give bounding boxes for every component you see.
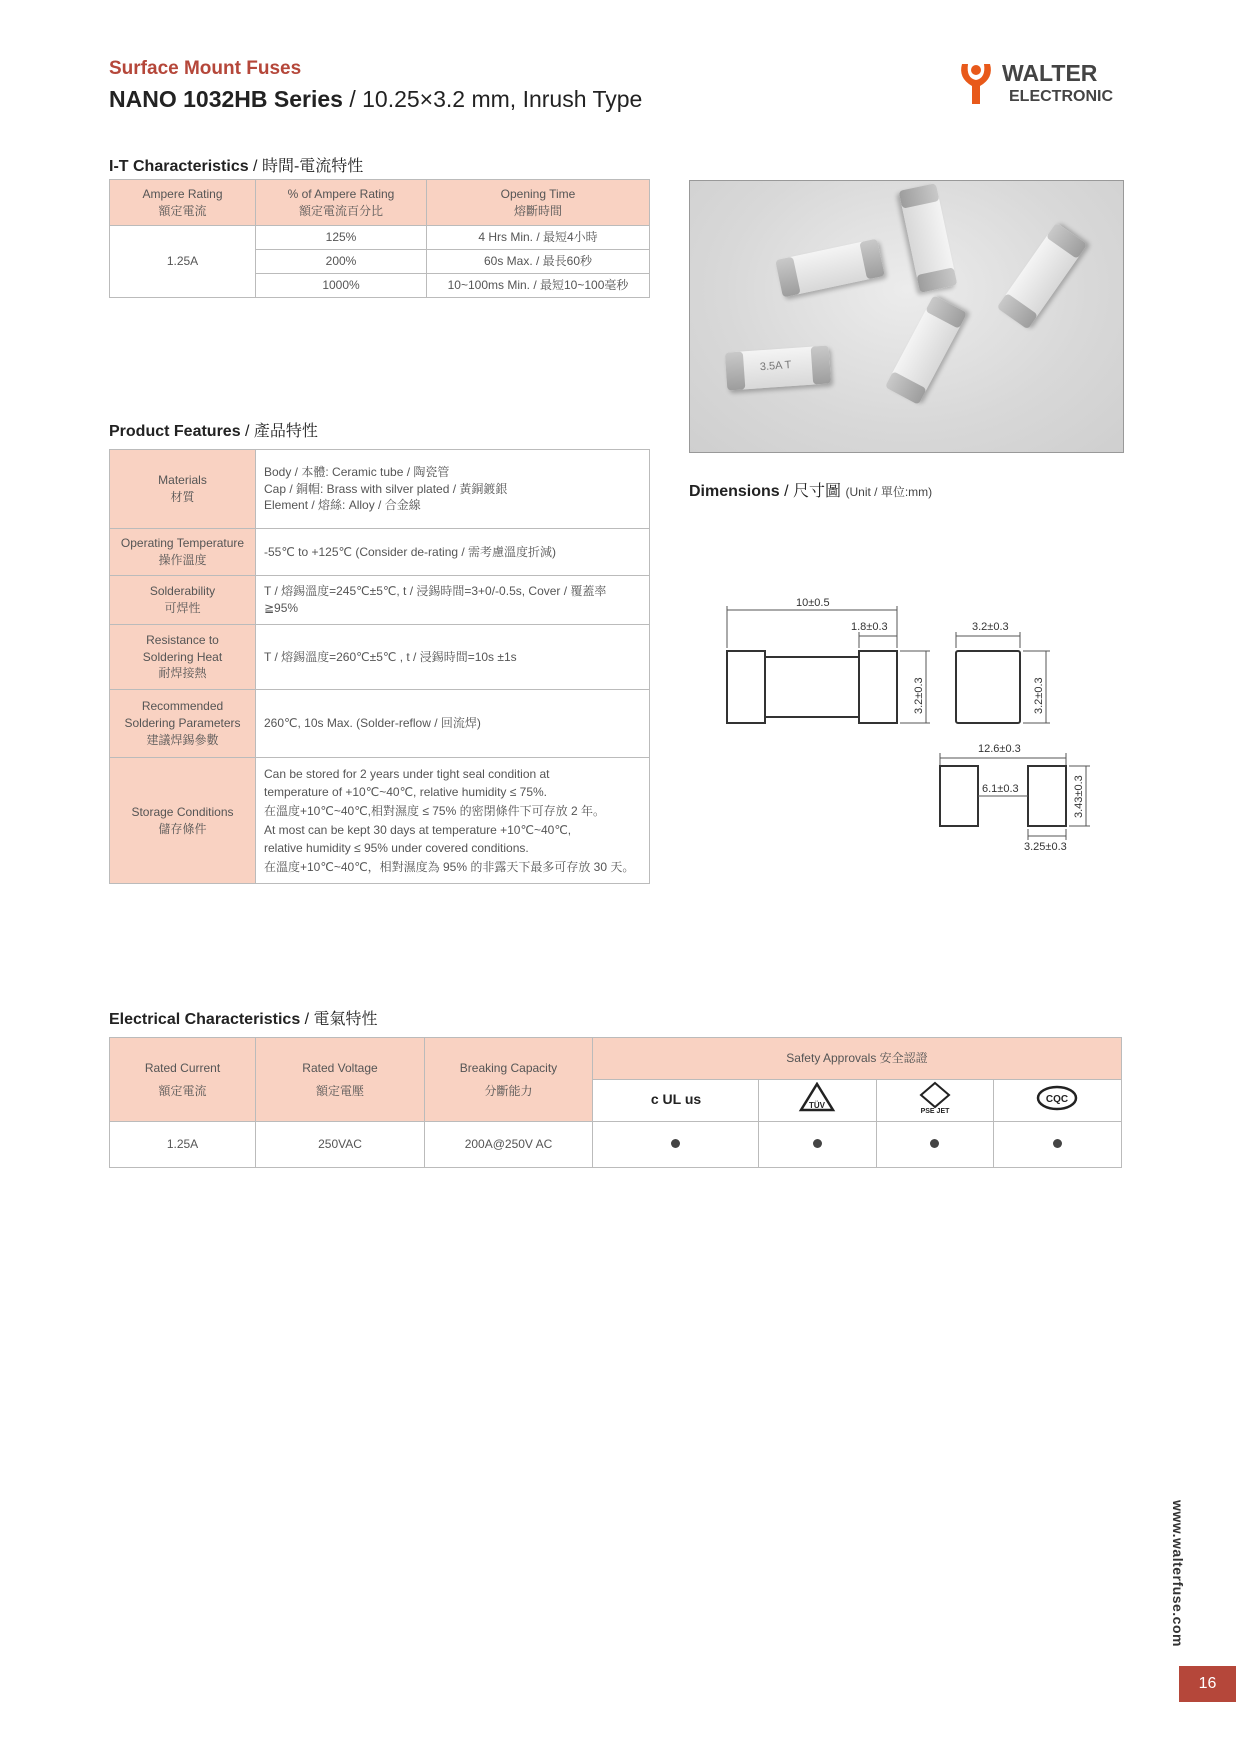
- end-view: [956, 651, 1020, 723]
- approval-dot-ul: [671, 1139, 680, 1148]
- cul-us-icon: [593, 1080, 759, 1122]
- category-label: Surface Mount Fuses: [109, 58, 302, 79]
- table-row: 1.25A 125% 4 Hrs Min. / 最短4小時: [110, 226, 650, 250]
- table-row: Materials 材質 Body / 本體: Ceramic tube / 陶瓷管 Cap / 銅帽: Brass with silver plated / 黃銅鍍銀 Element / 熔絲: Alloy / 合金線: [110, 450, 650, 529]
- fuse-image: 3.5A T: [725, 345, 831, 390]
- table-row: 1000% 10~100ms Min. / 最短10~100毫秒: [110, 274, 650, 298]
- dim-end-height: 3.2±0.3: [1033, 677, 1045, 714]
- page-title: NANO 1032HB Series / 10.25×3.2 mm, Inrush Type: [109, 86, 643, 112]
- cap-left: [727, 651, 765, 723]
- fuse-image: [885, 295, 967, 405]
- page-number: 16: [1179, 1666, 1236, 1702]
- body-tube: [765, 657, 859, 717]
- it-heading: I-T Characteristics / 時間-電流特性: [109, 158, 364, 175]
- tuv-icon: [759, 1080, 876, 1122]
- svg-text:PSE JET: PSE JET: [920, 1108, 950, 1116]
- dim-end-width: 3.2±0.3: [972, 621, 1009, 633]
- table-row: 200% 60s Max. / 最長60秒: [110, 250, 650, 274]
- cqc-icon: [993, 1080, 1121, 1122]
- table-row: Solderability 可焊性 T / 熔錫溫度=245℃±5℃, t / 浸錫時間=3+0/-0.5s, Cover / 覆蓋率 ≧95%: [110, 576, 650, 625]
- table-row: Storage Conditions 儲存條件 Can be stored for 2 years under tight seal condition at temperature of +10℃~40℃, relative humidity ≤ 75%. 在溫度+10℃~40℃,相對濕度 ≤ 75% 的密閉條件下可存放 2 年。 At most can be kept 30 days at temperature +10℃~40℃, relative humidity ≤ 95% under covered conditions. 在溫度+10℃~40℃，相對濕度為 95% 的非露天下最多可存放 30 天。: [110, 758, 650, 884]
- dim-length: 10±0.5: [796, 597, 830, 609]
- cap-right: [859, 651, 897, 723]
- website-url[interactable]: www.walterfuse.com: [1170, 1500, 1186, 1647]
- fuse-image: [899, 183, 958, 293]
- approval-dot-tuv: [813, 1139, 822, 1148]
- dimensions-heading: Dimensions / 尺寸圖 (Unit / 單位:mm): [689, 483, 933, 500]
- dim-height-side: 3.2±0.3: [913, 677, 925, 714]
- electrical-heading: Electrical Characteristics / 電氣特性: [109, 1011, 378, 1028]
- approval-dot-pse: [930, 1139, 939, 1148]
- table-row: 1.25A 250VAC 200A@250V AC: [110, 1122, 1122, 1168]
- pad-left: [940, 766, 978, 826]
- table-row: Resistance to Soldering Heat 耐焊接熱 T / 熔錫溫度=260℃±5℃ , t / 浸錫時間=10s ±1s: [110, 625, 650, 690]
- logo-text-1: WALTER: [1002, 60, 1098, 86]
- it-table: Ampere Rating 額定電流 % of Ampere Rating 額定電流百分比 Opening Time 熔斷時間 1.25A 125% 4 Hrs Min. / 最短4小時 200% 60s Max. / 最長60秒 1000% 10~100ms Min. / 最短10~100毫秒: [109, 179, 650, 298]
- dim-pad-height: 3.43±0.3: [1073, 775, 1085, 818]
- table-row: Operating Temperature 操作溫度 -55℃ to +125℃ (Consider de-rating / 需考慮溫度折減): [110, 529, 650, 576]
- dimension-drawing: [700, 590, 1120, 860]
- svg-text:c UL us: c UL us: [650, 1091, 701, 1108]
- fuse-image: [997, 223, 1088, 330]
- walter-logo: [958, 56, 1128, 112]
- svg-text:CQC: CQC: [1046, 1094, 1069, 1106]
- approval-dot-cqc: [1053, 1139, 1062, 1148]
- fuse-image: [775, 239, 885, 298]
- dim-pad-gap: 6.1±0.3: [982, 783, 1019, 795]
- table-row: Recommended Soldering Parameters 建議焊錫參數 260℃, 10s Max. (Solder-reflow / 回流焊): [110, 690, 650, 758]
- svg-text:TÜV: TÜV: [809, 1101, 826, 1111]
- features-table: [109, 449, 650, 884]
- dim-pad-total: 12.6±0.3: [978, 743, 1021, 755]
- dim-cap: 1.8±0.3: [851, 621, 888, 633]
- features-heading: Product Features / 產品特性: [109, 423, 318, 440]
- dim-pad-width: 3.25±0.3: [1024, 841, 1067, 853]
- pad-right: [1028, 766, 1066, 826]
- electrical-table: Rated Current 額定電流 Rated Voltage 額定電壓 Breaking Capacity 分斷能力 Safety Approvals 安全認證 c UL us TÜV PSE JET CQC 1.25A 250VAC 200A@250V AC: [109, 1037, 1122, 1168]
- product-photo: [689, 180, 1124, 453]
- pse-icon: [876, 1080, 993, 1122]
- logo-text-2: ELECTRONIC: [1009, 88, 1113, 105]
